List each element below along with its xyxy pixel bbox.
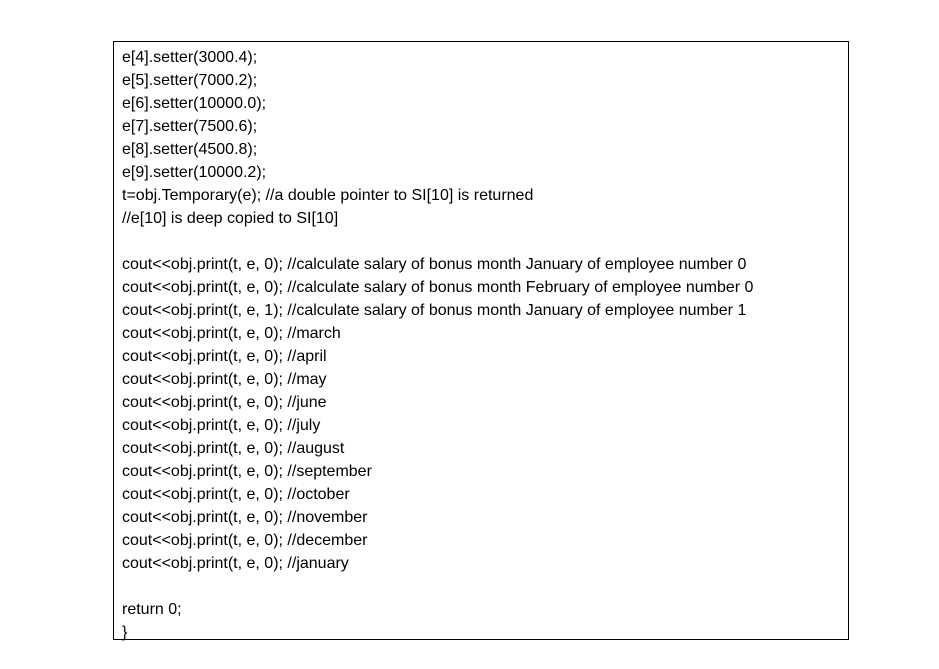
code-line: cout<<obj.print(t, e, 0); //march (122, 325, 341, 342)
code-line: cout<<obj.print(t, e, 0); //may (122, 371, 327, 388)
blank-line (122, 575, 848, 598)
blank-line (122, 230, 848, 253)
code-line: cout<<obj.print(t, e, 0); //september (122, 463, 372, 480)
code-line: cout<<obj.print(t, e, 0); //calculate salary of bonus month January of employee number 0 (122, 256, 747, 273)
code-line: cout<<obj.print(t, e, 0); //calculate salary of bonus month February of employee number 0 (122, 279, 754, 296)
code-line: cout<<obj.print(t, e, 0); //april (122, 348, 327, 365)
code-line: cout<<obj.print(t, e, 0); //june (122, 394, 327, 411)
code-line: t=obj.Temporary(e); //a double pointer to SI[10] is returned (122, 187, 534, 204)
code-line: cout<<obj.print(t, e, 0); //august (122, 440, 345, 457)
code-line: } (122, 624, 128, 641)
code-line: return 0; (122, 601, 182, 618)
code-line: e[8].setter(4500.8); (122, 141, 258, 158)
code-line: cout<<obj.print(t, e, 0); //october (122, 486, 350, 503)
code-line: e[7].setter(7500.6); (122, 118, 258, 135)
code-line: e[9].setter(10000.2); (122, 164, 267, 181)
code-line: cout<<obj.print(t, e, 0); //july (122, 417, 321, 434)
code-line: e[4].setter(3000.4); (122, 49, 258, 66)
code-listing (113, 41, 849, 640)
code-line: cout<<obj.print(t, e, 0); //january (122, 555, 349, 572)
code-line: cout<<obj.print(t, e, 0); //december (122, 532, 368, 549)
code-line: cout<<obj.print(t, e, 1); //calculate salary of bonus month January of employee number 1 (122, 302, 747, 319)
code-line: e[5].setter(7000.2); (122, 72, 258, 89)
code-line: e[6].setter(10000.0); (122, 95, 267, 112)
code-line: cout<<obj.print(t, e, 0); //november (122, 509, 368, 526)
code-line: //e[10] is deep copied to SI[10] (122, 210, 339, 227)
